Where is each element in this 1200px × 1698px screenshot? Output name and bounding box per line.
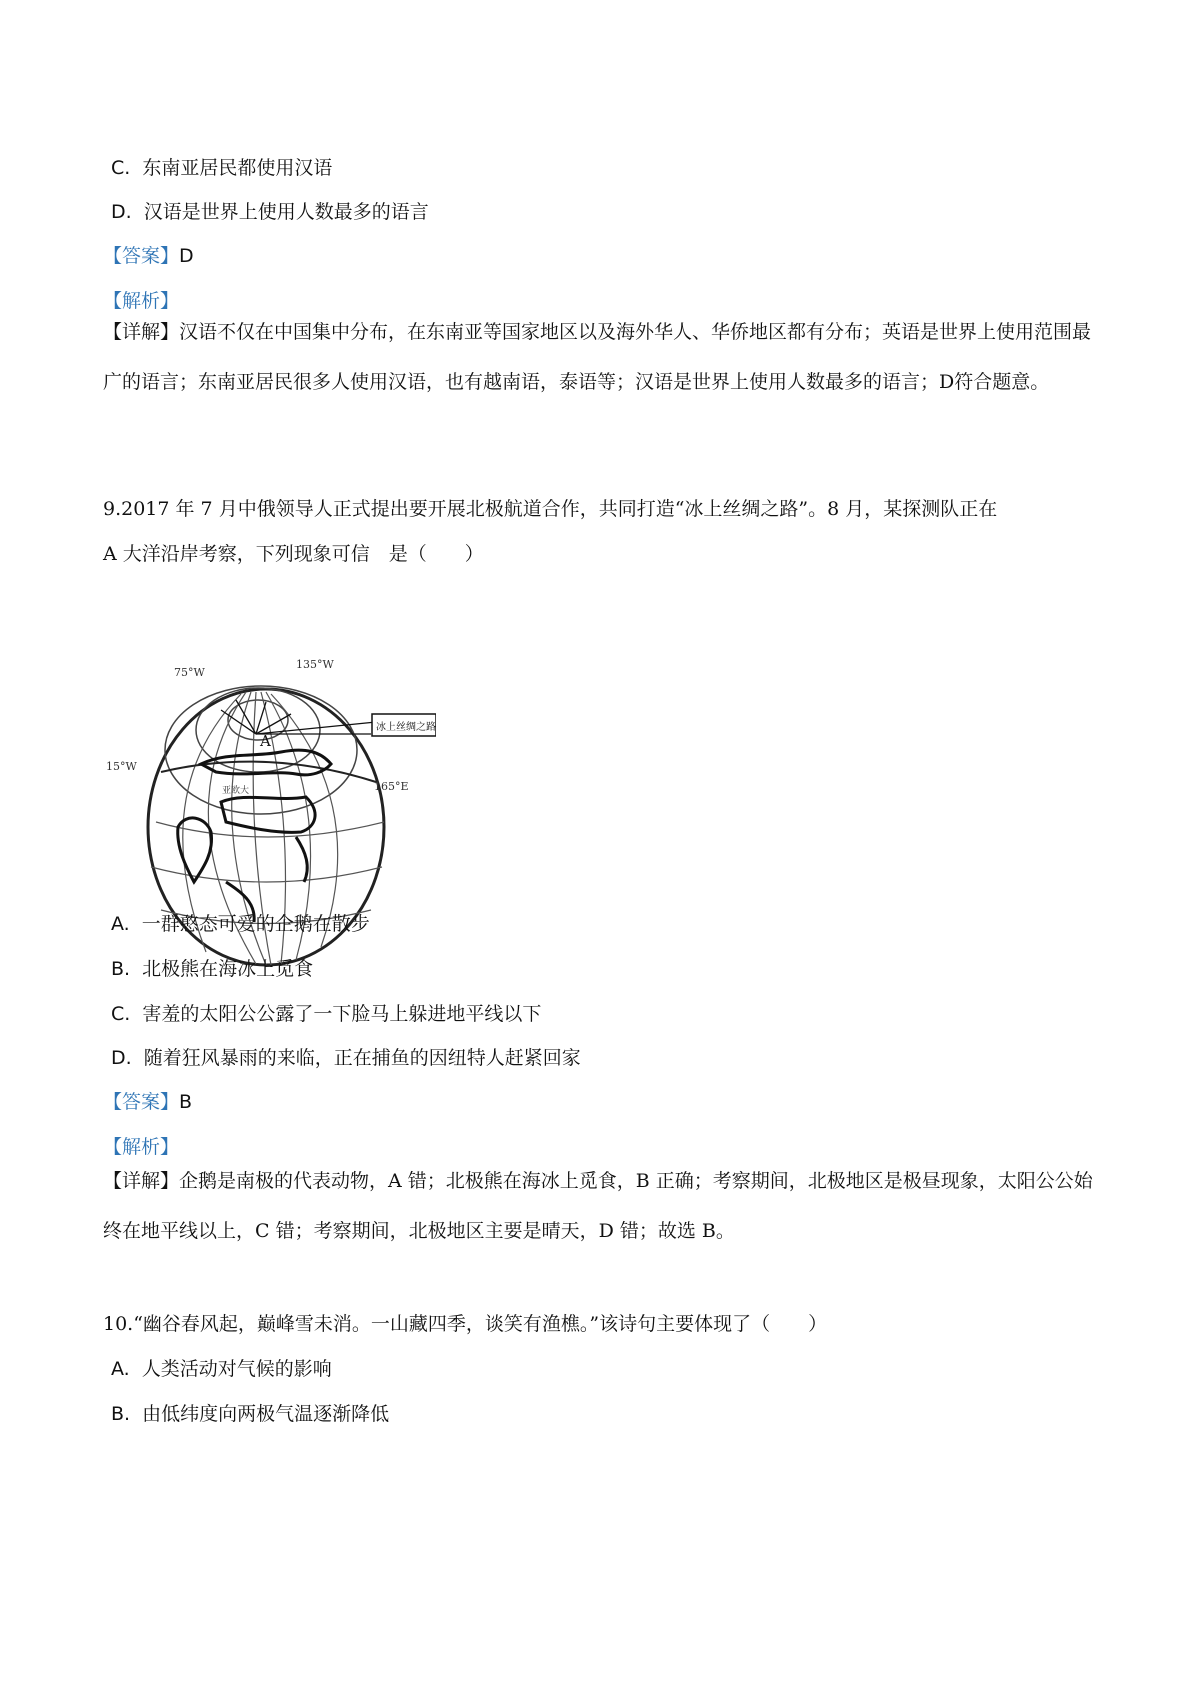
- q9-option-a: [111, 910, 370, 938]
- label-165e: 165°E: [374, 780, 409, 793]
- option-text: 北极熊在海冰上觅食: [142, 958, 314, 980]
- parallel-lines: [151, 822, 384, 924]
- callout-text: 冰上丝绸之路: [376, 722, 436, 733]
- option-text: 害羞的太阳公公露了一下脸马上躲进地平线以下: [142, 1003, 542, 1025]
- latitude-circle: [165, 686, 357, 814]
- option-mark: B.: [111, 1403, 131, 1425]
- option-text: 一群憨态可爱的企鹅在散步: [141, 913, 370, 935]
- option-mark: D.: [111, 1047, 132, 1069]
- detail-label: 【详解】: [103, 1170, 180, 1192]
- label-135w: 135°W: [296, 658, 334, 671]
- option-text: 人类活动对气候的影响: [141, 1358, 332, 1380]
- detail-text: 汉语不仅在中国集中分布，在东南亚等国家地区以及海外华人、华侨地区都有分布；英语是世界上使用范围最广的语言；东南亚居民很多人使用汉语，也有越南语，泰语等；汉语是世界上使用人数最多的语言；D符合题意。: [103, 321, 1092, 393]
- q9-stem-line2: A 大洋沿岸考察，下列现象可信 是（ ）: [103, 543, 484, 565]
- option-text: 由低纬度向两极气温逐渐降低: [142, 1403, 390, 1425]
- q10-option-a: [111, 1355, 332, 1383]
- detail-text: 企鹅是南极的代表动物，A 错；北极熊在海冰上觅食，B 正确；考察期间，北极地区是极昼现象，太阳公公始终在地平线以上，C 错；考察期间，北极地区主要是晴天，D 错；故选 B。: [103, 1170, 1093, 1242]
- label-75w: 75°W: [174, 666, 205, 679]
- analysis-label: 【解析】: [103, 290, 180, 312]
- q10-option-b: [111, 1400, 389, 1428]
- option-mark: D.: [111, 201, 132, 223]
- q9-stem-line1: 9.2017 年 7 月中俄领导人正式提出要开展北极航道合作，共同打造“冰上丝绸之路”。8 月，某探测队正在: [103, 498, 998, 520]
- option-mark: C.: [111, 157, 131, 179]
- q8-option-d: [111, 198, 429, 226]
- q8-answer: [103, 242, 194, 270]
- answer-value: D: [179, 245, 194, 267]
- option-text: 汉语是世界上使用人数最多的语言: [143, 201, 429, 223]
- q8-option-c: [111, 154, 332, 182]
- q8-detail: [103, 307, 1103, 407]
- q9-detail: [103, 1156, 1103, 1256]
- analysis-label: 【解析】: [103, 1136, 180, 1158]
- answer-value: B: [179, 1091, 193, 1113]
- q9-option-d: [111, 1044, 581, 1072]
- option-mark: B.: [111, 958, 131, 980]
- label-15w: 15°W: [106, 760, 137, 773]
- q9-option-c: [111, 1000, 541, 1028]
- q9-answer: [103, 1088, 192, 1116]
- answer-label: 【答案】: [103, 1091, 180, 1113]
- q10-stem: 10.“幽谷春风起，巅峰雪未消。一山藏四季，谈笑有渔樵。”该诗句主要体现了（ ）: [103, 1313, 828, 1335]
- option-mark: A.: [111, 1358, 130, 1380]
- detail-label: 【详解】: [103, 321, 180, 343]
- q9-option-b: [111, 955, 313, 983]
- answer-label: 【答案】: [103, 245, 180, 267]
- option-text: 东南亚居民都使用汉语: [142, 157, 333, 179]
- option-mark: C.: [111, 1003, 131, 1025]
- option-text: 随着狂风暴雨的来临，正在捕鱼的因纽特人赶紧回家: [143, 1047, 581, 1069]
- point-a-label: A: [260, 732, 271, 750]
- option-mark: A.: [111, 913, 130, 935]
- continent-small-label: 亚欧大: [222, 786, 250, 796]
